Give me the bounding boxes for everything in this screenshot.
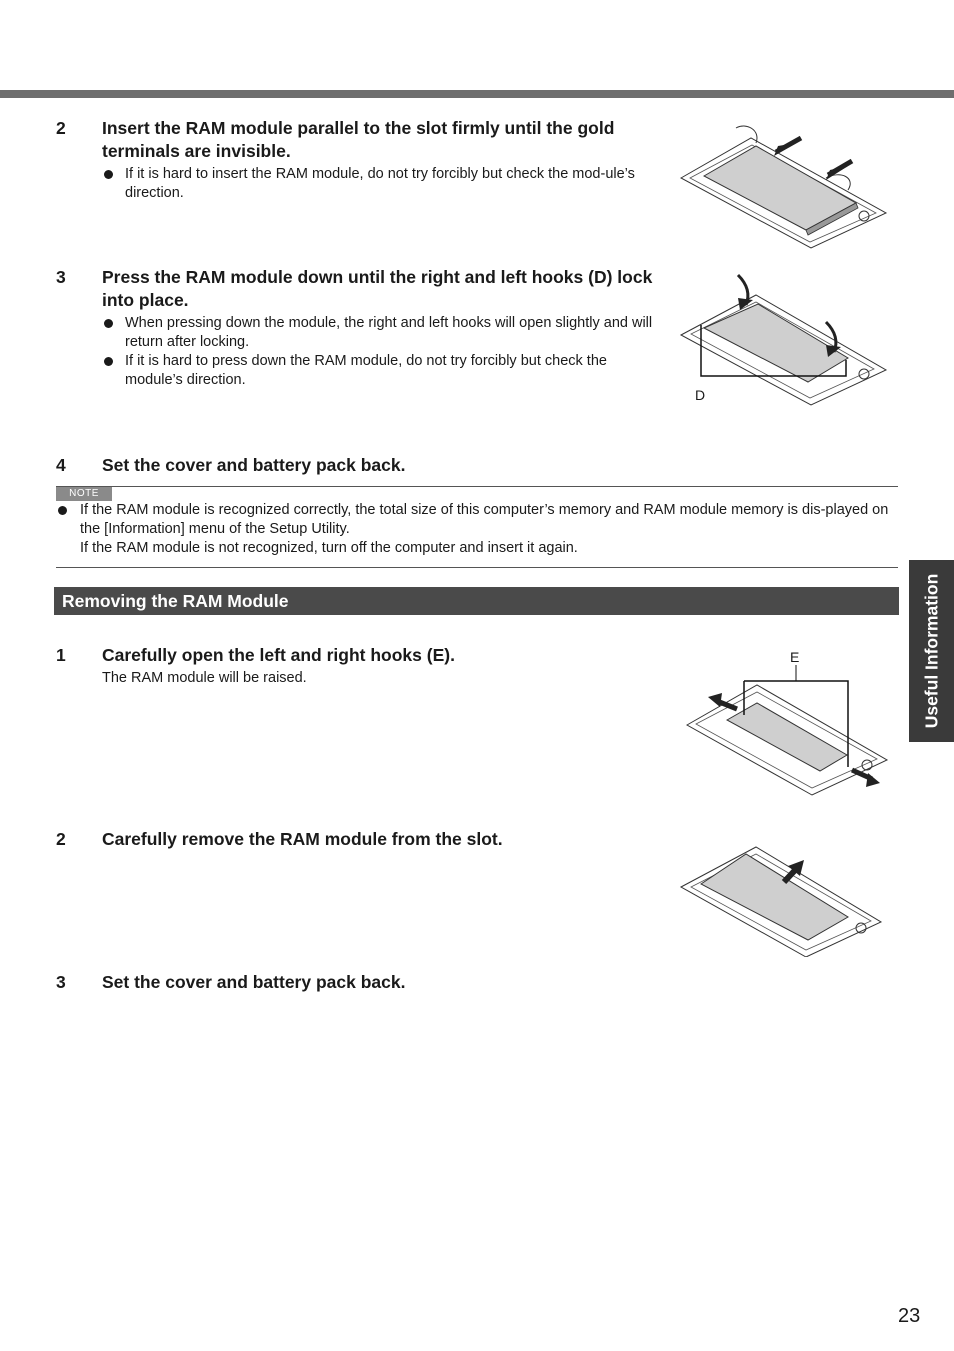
bullet-item: If it is hard to press down the RAM module, do not try forcibly but check the module’s direction. [102,352,668,390]
note-top-rule [56,486,898,487]
step-title: Insert the RAM module parallel to the slot firmly until the gold terminals are invisible. [102,118,615,161]
remove-step-1 [56,644,668,688]
figure-remove-ram [676,832,896,957]
insert-step-4 [56,454,668,477]
step-title: Carefully open the left and right hooks (E). [102,645,455,665]
bullet-item: If it is hard to insert the RAM module, do not try forcibly but check the mod-ule’s direction. [102,165,668,203]
step-number: 2 [56,118,66,138]
step-title: Set the cover and battery pack back. [102,972,406,992]
note-bottom-rule [56,567,898,568]
step-number: 4 [56,455,66,475]
insert-step-3 [56,266,668,390]
insert-step-2 [56,117,668,203]
label-d: D [695,387,706,403]
side-tab-useful-information [909,560,954,742]
figure-insert-ram [676,118,896,253]
bullet-list [102,165,668,203]
step-title: Press the RAM module down until the right and left hooks (D) lock into place. [102,267,653,310]
step-description: The RAM module will be raised. [102,670,307,686]
note-box [56,501,898,558]
side-tab-label: Useful Information [921,573,941,729]
section-title: Removing the RAM Module [54,587,899,615]
note-line: If the RAM module is not recognized, turn off the computer and insert it again. [80,540,578,556]
figure-open-hooks [682,665,897,800]
figure-press-ram [676,270,896,410]
bullet-list [102,314,668,390]
page-number: 23 [898,1305,921,1327]
note-label: NOTE [56,487,112,501]
header-rule [0,90,954,98]
step-number: 2 [56,829,66,849]
note-bullet: If the RAM module is recognized correctly, the total size of this computer’s memory and RAM module memory is dis-played on the [Information] menu of the Setup Utility. [56,501,898,539]
remove-step-2 [56,828,668,851]
step-number: 1 [56,645,66,665]
step-number: 3 [56,267,66,287]
step-title: Carefully remove the RAM module from the slot. [102,829,503,849]
remove-step-3 [56,971,668,994]
step-number: 3 [56,972,66,992]
step-title: Set the cover and battery pack back. [102,455,406,475]
bullet-item: When pressing down the module, the right and left hooks will open slightly and will return after locking. [102,314,668,352]
label-e: E [790,649,800,665]
